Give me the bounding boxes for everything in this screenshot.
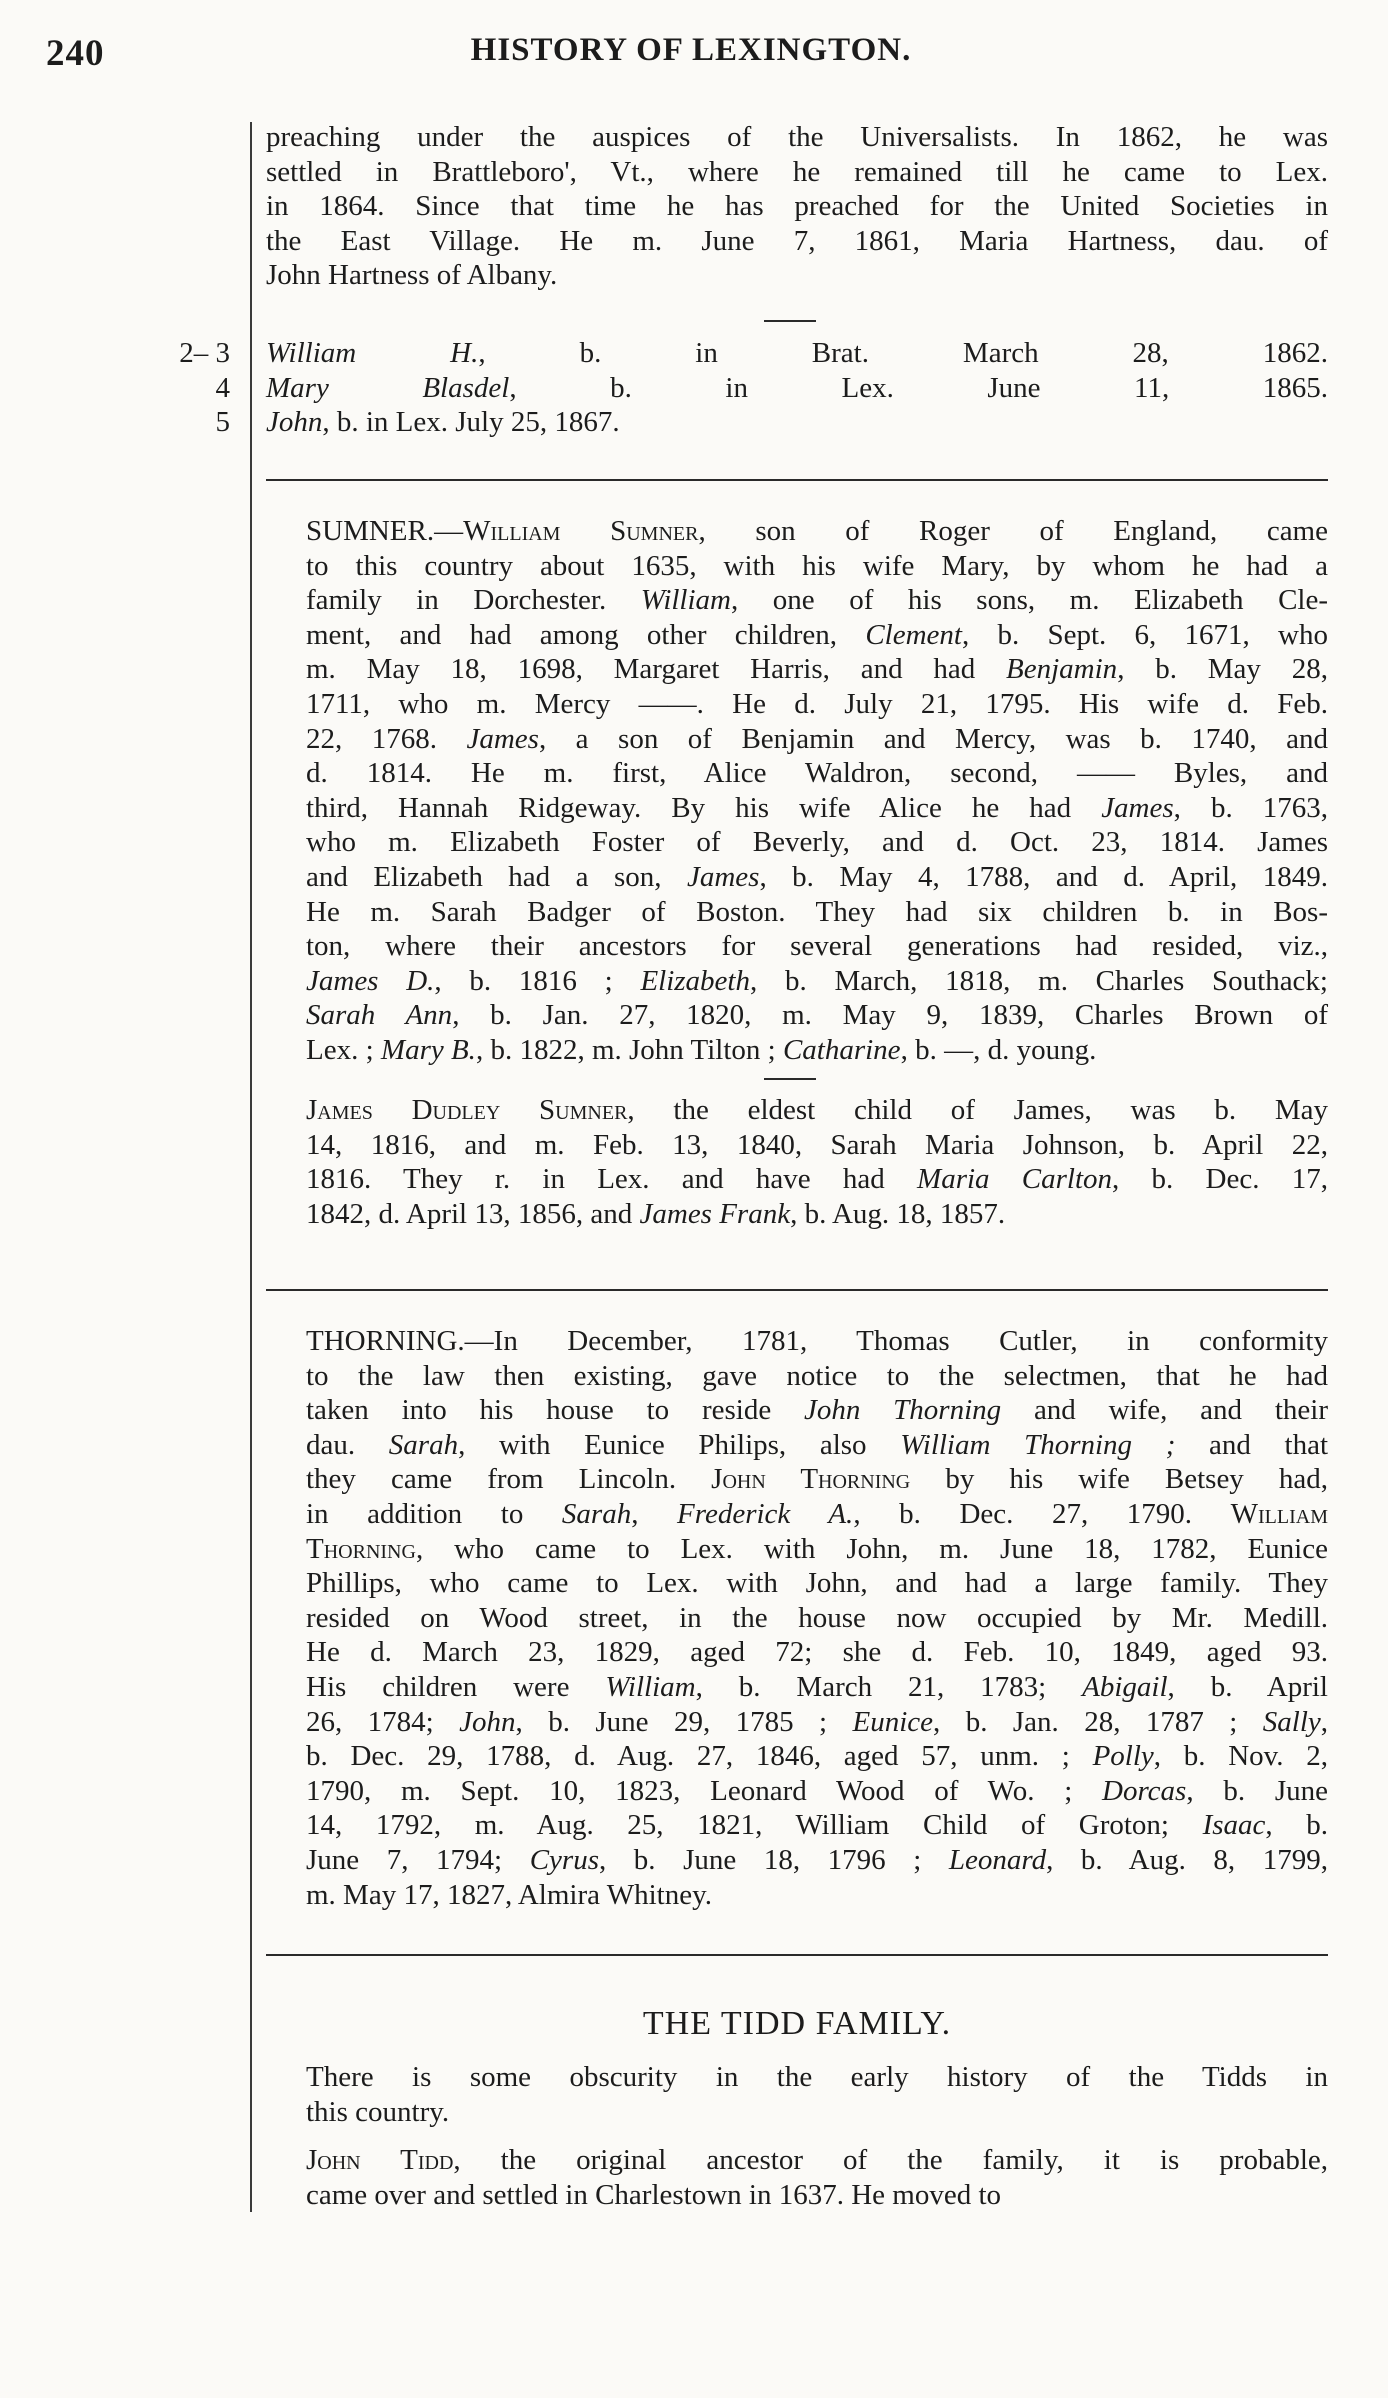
italic-name: Dorcas	[1102, 1774, 1187, 1807]
text-run: and that	[1175, 1428, 1329, 1461]
text-run: , the original ancestor of the family, it is probable,	[453, 2144, 1328, 2176]
italic-name: John	[459, 1705, 516, 1738]
text-run: , b. Jan. 27, 1820, m. May 9, 1839, Charles Brown of	[452, 999, 1328, 1032]
italic-name: William	[605, 1670, 696, 1703]
text-run: , the eldest child of James, was b. May	[627, 1094, 1329, 1126]
section-divider	[266, 1289, 1328, 1291]
text-line: the East Village. He m. June 7, 1861, Maria Hartness, dau. of	[266, 224, 1328, 257]
text-run: THORNING.—In December, 1781, Thomas Cutler, in conformity	[306, 1325, 1328, 1357]
text-run: 1816. They r. in Lex. and have had	[306, 1163, 918, 1196]
small-caps-name: John Tidd	[306, 2144, 454, 2176]
page-header	[46, 32, 1336, 82]
text-run: , who came to Lex. with John, m. June 18, 1782, Eunice	[415, 1532, 1328, 1565]
running-title: HISTORY OF LEXINGTON.	[470, 32, 912, 68]
text-line	[266, 1635, 1328, 1670]
text-run: , b. May 4, 1788, and d. April, 1849.	[759, 860, 1328, 893]
child-details: , b. in Lex. July 25, 1867.	[322, 406, 620, 439]
text-line	[266, 1774, 1328, 1809]
italic-name: Catharine	[782, 1033, 901, 1066]
italic-name: Mary B.	[380, 1033, 476, 1066]
text-line	[266, 1128, 1328, 1163]
italic-name: James	[686, 860, 760, 893]
text-line	[266, 998, 1328, 1033]
text-run: in addition to	[306, 1497, 562, 1530]
text-line	[266, 1393, 1328, 1428]
text-run: and Elizabeth had a son,	[306, 860, 687, 893]
text-run: they came from Lincoln.	[306, 1463, 712, 1496]
text-line	[266, 1532, 1328, 1567]
text-line	[266, 549, 1328, 584]
text-line	[266, 687, 1328, 722]
italic-name: Sarah	[388, 1428, 459, 1461]
text-line: settled in Brattleboro', Vt., where he remained till he came to Lex.	[266, 155, 1328, 188]
text-line	[266, 929, 1328, 964]
text-run: , with Eunice Philips, also	[458, 1428, 901, 1461]
text-line	[266, 1359, 1328, 1394]
text-run: , b. Jan. 28, 1787 ;	[933, 1705, 1263, 1738]
text-line	[266, 1033, 1328, 1068]
small-caps-name: James Dudley Sumner	[306, 1094, 628, 1126]
tidd-john	[266, 2143, 1328, 2212]
text-run: ,	[631, 1497, 678, 1530]
page-number: 240	[46, 33, 105, 74]
small-caps-name: William	[1230, 1497, 1328, 1530]
text-line: in 1864. Since that time he has preached for the United Societies in	[266, 190, 1328, 223]
small-caps-name: John Thorning	[711, 1463, 911, 1496]
tidd-intro	[266, 2060, 1328, 2129]
text-run: dau.	[306, 1428, 389, 1461]
separator-rule	[764, 1078, 816, 1080]
text-run: , b. March 21, 1783;	[695, 1670, 1083, 1703]
text-run: who m. Elizabeth Foster of Beverly, and d. Oct. 23, 1814. James	[306, 826, 1328, 859]
text-run: 1842, d. April 13, 1856, and	[306, 1197, 640, 1230]
text-run: His children were	[306, 1670, 606, 1703]
section-divider	[266, 1954, 1328, 1956]
text-run: third, Hannah Ridgeway. By his wife Alice he had	[306, 791, 1102, 824]
text-run: taken into his house to reside	[306, 1394, 804, 1427]
text-line	[266, 1843, 1328, 1878]
james-dudley-sumner-entry	[266, 1093, 1328, 1231]
italic-name: Cyrus	[529, 1843, 599, 1876]
child-name: Mary Blasdel	[266, 371, 510, 404]
text-line	[266, 1093, 1328, 1128]
text-run: m. May 18, 1698, Margaret Harris, and had	[306, 653, 1007, 686]
text-run: and wife, and their	[1001, 1394, 1328, 1427]
child-entry	[266, 336, 1328, 371]
italic-name: Benjamin	[1006, 653, 1118, 686]
section-title-tidd: THE TIDD FAMILY.	[642, 2005, 952, 2042]
italic-name: John Thorning	[804, 1394, 1002, 1427]
text-line	[266, 583, 1328, 618]
text-line	[266, 1162, 1328, 1197]
thorning-entry	[266, 1324, 1328, 1912]
text-run: d. 1814. He m. first, Alice Waldron, second, —— Byles, and	[306, 757, 1328, 790]
italic-name: Abigail	[1082, 1670, 1168, 1703]
text-run: , b. March, 1818, m. Charles Southack;	[749, 964, 1328, 997]
text-run: There is some obscurity in the early history of the Tidds in	[306, 2061, 1328, 2093]
text-line	[266, 1739, 1328, 1774]
separator-rule	[764, 320, 816, 322]
text-line: John Hartness of Albany.	[266, 259, 558, 292]
margin-number: 2– 3	[179, 337, 230, 369]
text-run: , b. May 28,	[1117, 653, 1328, 686]
child-name: William H.	[266, 337, 479, 369]
text-run: , b. Dec. 27, 1790.	[853, 1497, 1231, 1530]
text-run: 1711, who m. Mercy ——. He d. July 21, 1795. His wife d. Feb.	[306, 687, 1328, 720]
text-line	[266, 1566, 1328, 1601]
text-line	[266, 964, 1328, 999]
intro-paragraph	[266, 120, 1328, 293]
text-run: , b. 1822, m. John Tilton ;	[475, 1033, 783, 1066]
italic-name: James Frank	[639, 1197, 791, 1230]
italic-name: William	[640, 584, 731, 617]
text-run: , b. June 29, 1785 ;	[515, 1705, 853, 1738]
text-run: , b. Aug. 8, 1799,	[1046, 1843, 1328, 1876]
text-line	[266, 860, 1328, 895]
text-run: ,	[1320, 1705, 1329, 1738]
text-run: this country.	[306, 2095, 450, 2128]
text-line	[266, 1878, 1328, 1913]
text-line	[266, 1428, 1328, 1463]
text-run: 14, 1792, m. Aug. 25, 1821, William Child of Groton;	[306, 1809, 1203, 1842]
text-run: , b. Nov. 2,	[1153, 1740, 1328, 1773]
child-entry	[266, 371, 1328, 406]
text-line	[266, 1601, 1328, 1636]
italic-name: James	[1101, 791, 1174, 824]
text-run: ment, and had among other children,	[306, 618, 866, 651]
italic-name: Eunice	[852, 1705, 934, 1738]
margin-rule	[250, 122, 252, 2212]
text-line	[266, 1462, 1328, 1497]
text-line	[266, 1324, 1328, 1359]
text-run: , a son of Benjamin and Mercy, was b. 1740, and	[538, 722, 1329, 755]
text-run: 26, 1784;	[306, 1705, 460, 1738]
text-run: June 7, 1794;	[306, 1843, 530, 1876]
text-line	[266, 2060, 1328, 2095]
margin-number: 4	[215, 371, 230, 404]
children-list	[266, 336, 1328, 440]
text-run: , b. 1763,	[1173, 791, 1329, 824]
text-run: He d. March 23, 1829, aged 72; she d. Feb. 10, 1849, aged 93.	[306, 1636, 1328, 1669]
margin-number: 5	[215, 406, 230, 439]
child-details: , b. in Brat. March 28, 1862.	[478, 337, 1329, 369]
text-line	[266, 514, 1328, 549]
italic-name: James D.	[306, 964, 435, 997]
text-run: , b.	[1265, 1809, 1329, 1842]
text-line	[266, 825, 1328, 860]
section-divider	[266, 479, 1328, 481]
text-run: , b. Aug. 18, 1857.	[790, 1197, 1006, 1230]
italic-name: Elizabeth	[640, 964, 750, 997]
small-caps-name: Thorning	[306, 1532, 416, 1565]
text-line	[266, 1197, 1328, 1232]
text-run: , b. June 18, 1796 ;	[598, 1843, 949, 1876]
child-details: , b. in Lex. June 11, 1865.	[509, 371, 1328, 404]
italic-name: Clement	[865, 618, 962, 651]
text-line	[266, 791, 1328, 826]
text-run: 1790, m. Sept. 10, 1823, Leonard Wood of Wo. ;	[306, 1774, 1103, 1807]
italic-name: Sarah	[561, 1497, 632, 1530]
text-run: by his wife Betsey had,	[910, 1463, 1328, 1496]
text-run: , one of his sons, m. Elizabeth Cle-	[731, 584, 1328, 617]
text-run: He m. Sarah Badger of Boston. They had six children b. in Bos-	[306, 895, 1328, 928]
text-run: , b. Dec. 17,	[1112, 1163, 1328, 1196]
text-line	[266, 2095, 1328, 2130]
text-run: , b. 1816 ;	[434, 964, 641, 997]
text-run: 22, 1768.	[306, 722, 467, 755]
italic-name: Sally	[1262, 1705, 1321, 1738]
italic-name: Frederick A.	[677, 1497, 854, 1530]
text-run: ton, where their ancestors for several generations had resided, viz.,	[306, 930, 1328, 963]
italic-name: Maria Carlton	[917, 1163, 1113, 1196]
text-line	[266, 1808, 1328, 1843]
text-line	[266, 652, 1328, 687]
text-run: Phillips, who came to Lex. with John, and had a large family. They	[306, 1567, 1328, 1600]
text-run: resided on Wood street, in the house now occupied by Mr. Medill.	[306, 1601, 1328, 1634]
text-run: to the law then existing, gave notice to the selectmen, that he had	[306, 1359, 1328, 1392]
text-run: came over and settled in Charlestown in 1637. He moved to	[306, 2178, 1002, 2211]
text-line	[266, 1497, 1328, 1532]
text-line	[266, 756, 1328, 791]
text-run: 14, 1816, and m. Feb. 13, 1840, Sarah Maria Johnson, b. April 22,	[306, 1128, 1328, 1161]
text-run: b. Dec. 29, 1788, d. Aug. 27, 1846, aged 57, unm. ;	[306, 1740, 1093, 1773]
text-line	[266, 618, 1328, 653]
text-line	[266, 2143, 1328, 2178]
sumner-entry	[266, 514, 1328, 1068]
text-line	[266, 895, 1328, 930]
text-line	[266, 2178, 1328, 2213]
text-run: , b. April	[1167, 1670, 1328, 1703]
text-line	[266, 722, 1328, 757]
child-name: John	[266, 406, 323, 439]
italic-name: Leonard	[948, 1843, 1047, 1876]
text-run: m. May 17, 1827, Almira Whitney.	[306, 1878, 712, 1911]
text-run: , b. Sept. 6, 1671, who	[961, 618, 1329, 651]
text-run: family in Dorchester.	[306, 584, 641, 617]
italic-name: Polly	[1092, 1740, 1154, 1773]
italic-name: Sarah Ann	[306, 999, 453, 1032]
text-run: to this country about 1635, with his wife Mary, by whom he had a	[306, 549, 1328, 582]
italic-name: James	[466, 722, 539, 755]
text-run: , son of Roger of England, came	[698, 515, 1328, 547]
text-run: Lex. ;	[306, 1033, 381, 1066]
italic-name: Isaac	[1202, 1809, 1266, 1842]
text-run: SUMNER.—	[306, 515, 464, 547]
text-line	[266, 1670, 1328, 1705]
text-run: , b. June	[1186, 1774, 1328, 1807]
text-run: , b. —, d. young.	[900, 1033, 1097, 1066]
italic-name: William Thorning ;	[900, 1428, 1176, 1461]
child-entry	[266, 405, 1328, 440]
text-line	[266, 1705, 1328, 1740]
small-caps-name: William Sumner	[463, 515, 699, 547]
text-line: preaching under the auspices of the Universalists. In 1862, he was	[266, 121, 1328, 153]
